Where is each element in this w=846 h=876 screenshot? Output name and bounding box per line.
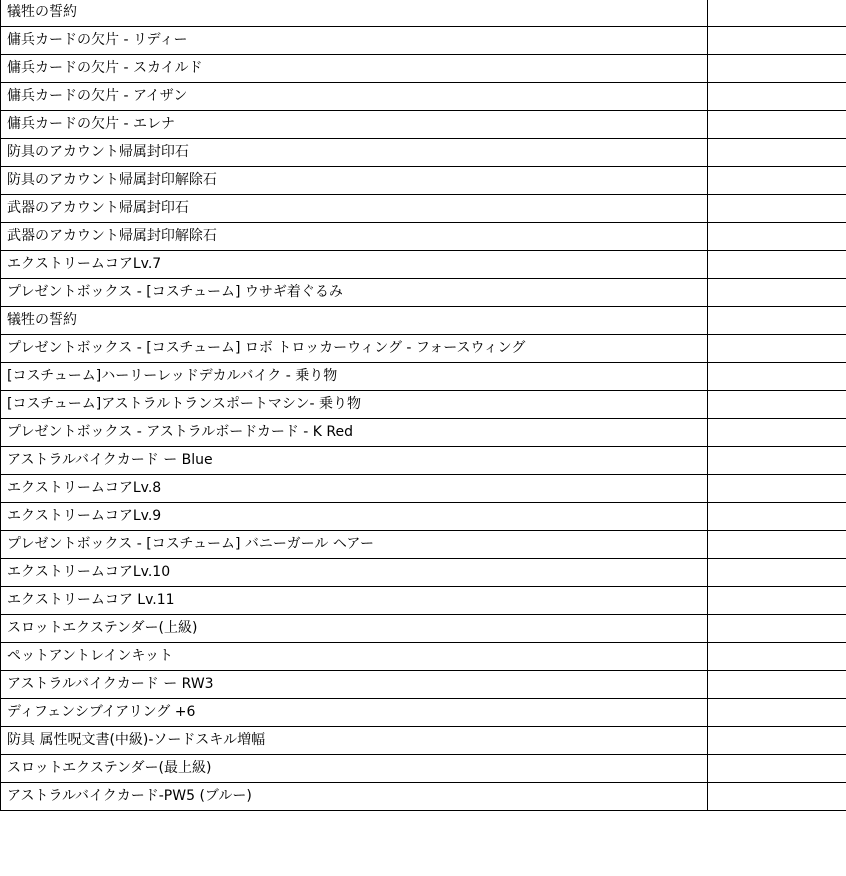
table-row xyxy=(1,419,846,447)
value-cell[interactable] xyxy=(708,251,846,279)
item-name-cell[interactable]: 防具のアカウント帰属封印解除石 xyxy=(1,167,708,195)
item-name-cell[interactable]: 傭兵カードの欠片 - スカイルド xyxy=(1,55,708,83)
table-row xyxy=(1,559,846,587)
table-row xyxy=(1,531,846,559)
table-row xyxy=(1,587,846,615)
table-row xyxy=(1,335,846,363)
value-cell[interactable] xyxy=(708,167,846,195)
item-name-cell[interactable]: エクストリームコア Lv.11 xyxy=(1,587,708,615)
value-cell[interactable] xyxy=(708,111,846,139)
item-name-cell[interactable]: [コスチューム]アストラルトランスポートマシン- 乗り物 xyxy=(1,391,708,419)
value-cell[interactable] xyxy=(708,727,846,755)
table-row xyxy=(1,279,846,307)
value-cell[interactable] xyxy=(708,587,846,615)
value-cell[interactable] xyxy=(708,419,846,447)
item-name-cell[interactable]: スロットエクステンダー(上級) xyxy=(1,615,708,643)
table-row xyxy=(1,195,846,223)
item-name-cell[interactable]: 犠牲の誓約 xyxy=(1,307,708,335)
item-name-cell[interactable]: アストラルバイクカード ー Blue xyxy=(1,447,708,475)
value-cell[interactable] xyxy=(708,55,846,83)
value-cell[interactable] xyxy=(708,699,846,727)
value-cell[interactable] xyxy=(708,531,846,559)
table-row xyxy=(1,0,846,27)
table-row xyxy=(1,223,846,251)
value-cell[interactable] xyxy=(708,447,846,475)
item-name-cell[interactable]: プレゼントボックス - [コスチューム] ロボ トロッカーウィング - フォースウィング xyxy=(1,335,708,363)
item-name-cell[interactable]: プレゼントボックス - [コスチューム] ウサギ着ぐるみ xyxy=(1,279,708,307)
table-row xyxy=(1,475,846,503)
item-name-cell[interactable]: 武器のアカウント帰属封印解除石 xyxy=(1,223,708,251)
value-cell[interactable] xyxy=(708,391,846,419)
value-cell[interactable] xyxy=(708,615,846,643)
table-row xyxy=(1,363,846,391)
item-name-cell[interactable]: ディフェンシブイアリング +6 xyxy=(1,699,708,727)
item-name-cell[interactable]: ペットアントレインキット xyxy=(1,643,708,671)
value-cell[interactable] xyxy=(708,307,846,335)
table-row xyxy=(1,615,846,643)
value-cell[interactable] xyxy=(708,279,846,307)
item-name-cell[interactable]: [コスチューム]ハーリーレッドデカルバイク - 乗り物 xyxy=(1,363,708,391)
item-name-cell[interactable]: 武器のアカウント帰属封印石 xyxy=(1,195,708,223)
table-row xyxy=(1,699,846,727)
value-cell[interactable] xyxy=(708,755,846,783)
value-cell[interactable] xyxy=(708,195,846,223)
value-cell[interactable] xyxy=(708,475,846,503)
value-cell[interactable] xyxy=(708,223,846,251)
value-cell[interactable] xyxy=(708,643,846,671)
value-cell[interactable] xyxy=(708,27,846,55)
item-name-cell[interactable]: エクストリームコアLv.9 xyxy=(1,503,708,531)
value-cell[interactable] xyxy=(708,335,846,363)
value-cell[interactable] xyxy=(708,671,846,699)
item-name-cell[interactable]: プレゼントボックス - アストラルボードカード - K Red xyxy=(1,419,708,447)
table-row xyxy=(1,671,846,699)
table-row xyxy=(1,251,846,279)
item-name-cell[interactable]: プレゼントボックス - [コスチューム] バニーガール ヘアー xyxy=(1,531,708,559)
item-name-cell[interactable]: 傭兵カードの欠片 - エレナ xyxy=(1,111,708,139)
item-name-cell[interactable]: 防具のアカウント帰属封印石 xyxy=(1,139,708,167)
table-row xyxy=(1,783,846,811)
table-row xyxy=(1,447,846,475)
table-row xyxy=(1,727,846,755)
table-body xyxy=(1,0,846,811)
table-row xyxy=(1,755,846,783)
table-row xyxy=(1,111,846,139)
item-name-cell[interactable]: 傭兵カードの欠片 - リディー xyxy=(1,27,708,55)
value-cell[interactable] xyxy=(708,783,846,811)
item-name-cell[interactable]: エクストリームコアLv.7 xyxy=(1,251,708,279)
value-cell[interactable] xyxy=(708,503,846,531)
table-row xyxy=(1,139,846,167)
value-cell[interactable] xyxy=(708,0,846,27)
item-name-cell[interactable]: エクストリームコアLv.8 xyxy=(1,475,708,503)
value-cell[interactable] xyxy=(708,139,846,167)
table-row xyxy=(1,391,846,419)
item-name-cell[interactable]: アストラルバイクカード ー RW3 xyxy=(1,671,708,699)
item-name-cell[interactable]: スロットエクステンダー(最上級) xyxy=(1,755,708,783)
table-row xyxy=(1,55,846,83)
table-row xyxy=(1,503,846,531)
item-name-cell[interactable]: 防具 属性呪文書(中級)-ソードスキル増幅 xyxy=(1,727,708,755)
value-cell[interactable] xyxy=(708,83,846,111)
table-row xyxy=(1,643,846,671)
table-row xyxy=(1,83,846,111)
table-row xyxy=(1,307,846,335)
table-row xyxy=(1,27,846,55)
item-name-cell[interactable]: アストラルバイクカード-PW5 (ブルー) xyxy=(1,783,708,811)
value-cell[interactable] xyxy=(708,363,846,391)
item-name-cell[interactable]: 傭兵カードの欠片 - アイザン xyxy=(1,83,708,111)
table-row xyxy=(1,167,846,195)
item-name-cell[interactable]: 犠牲の誓約 xyxy=(1,0,708,27)
value-cell[interactable] xyxy=(708,559,846,587)
item-name-cell[interactable]: エクストリームコアLv.10 xyxy=(1,559,708,587)
